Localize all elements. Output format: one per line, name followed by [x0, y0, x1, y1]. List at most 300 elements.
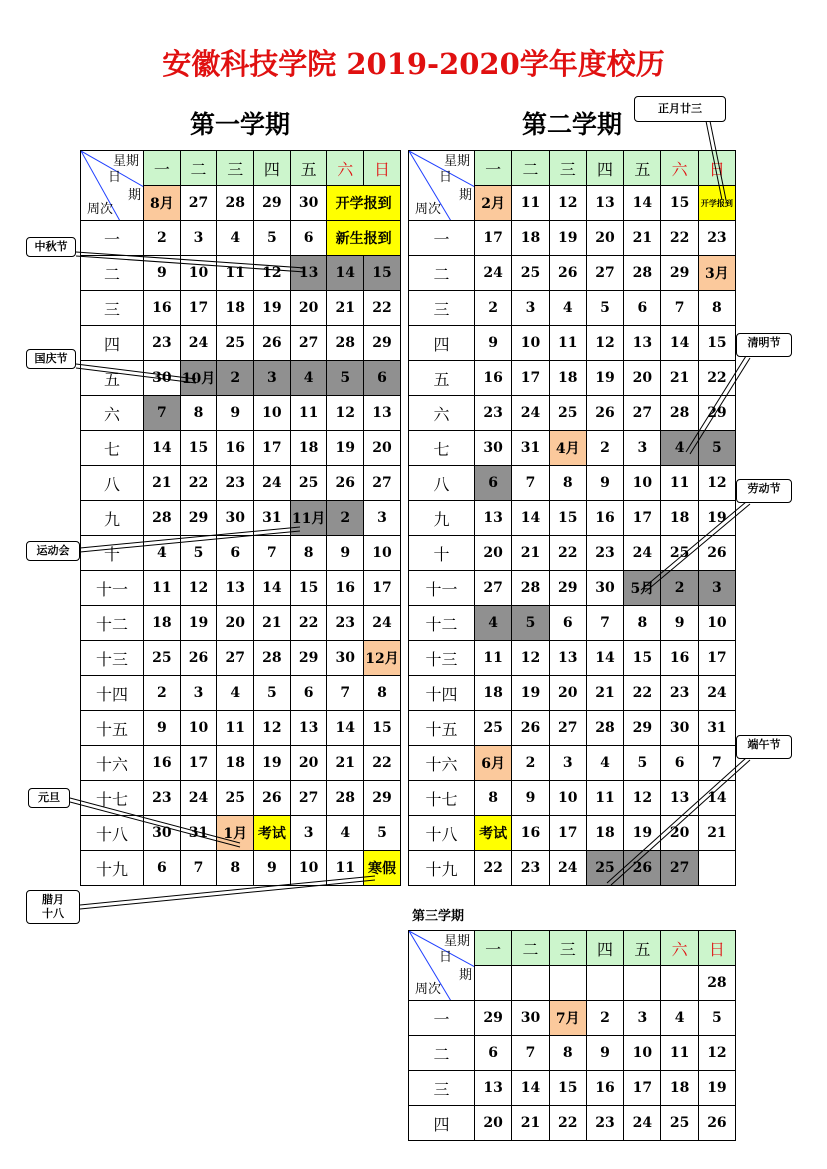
semester2-title: 第二学期 [522, 110, 623, 139]
week-number: 二 [409, 256, 475, 291]
calendar-day-cell: 23 [217, 466, 254, 501]
calendar-day-cell: 25 [661, 536, 698, 571]
calendar-day-cell: 24 [180, 326, 217, 361]
calendar-day-cell: 7 [512, 466, 549, 501]
calendar-day-cell: 22 [698, 361, 735, 396]
calendar-day-cell [661, 966, 698, 1001]
weekday-header: 六 [661, 931, 698, 966]
corner-label-right: 期 [458, 968, 472, 983]
calendar-week-row [409, 781, 736, 816]
calendar-day-cell: 17 [475, 221, 512, 256]
calendar-day-cell: 28 [254, 641, 291, 676]
calendar-day-cell: 27 [586, 256, 623, 291]
week-number: 五 [409, 361, 475, 396]
calendar-day-cell: 26 [327, 466, 364, 501]
calendar-day-cell: 30 [290, 186, 327, 221]
calendar-week-row [81, 781, 401, 816]
week-number: 十七 [81, 781, 144, 816]
calendar-day-cell: 10 [364, 536, 401, 571]
calendar-day-cell: 23 [586, 536, 623, 571]
callout-labor-day: 劳动节 [736, 479, 792, 503]
calendar-day-cell: 9 [327, 536, 364, 571]
calendar-day-cell: 3 [290, 816, 327, 851]
calendar-day-cell: 18 [290, 431, 327, 466]
calendar-day-cell: 14 [512, 501, 549, 536]
calendar-day-cell: 22 [180, 466, 217, 501]
calendar-day-cell: 3 [624, 1001, 661, 1036]
calendar-day-cell: 16 [475, 361, 512, 396]
calendar-day-cell: 6月 [475, 746, 512, 781]
week-number: 十二 [409, 606, 475, 641]
calendar-day-cell: 19 [586, 361, 623, 396]
week-number: 十三 [81, 641, 144, 676]
calendar-day-cell: 29 [661, 256, 698, 291]
calendar-day-cell: 20 [364, 431, 401, 466]
calendar-day-cell: 28 [327, 781, 364, 816]
calendar-day-cell: 6 [549, 606, 586, 641]
calendar-day-cell: 19 [327, 431, 364, 466]
calendar-day-cell: 23 [327, 606, 364, 641]
calendar-day-cell: 31 [180, 816, 217, 851]
calendar-day-cell: 18 [661, 501, 698, 536]
calendar-day-cell: 23 [512, 851, 549, 886]
calendar-day-cell: 16 [327, 571, 364, 606]
calendar-day-cell: 12月 [364, 641, 401, 676]
calendar-day-cell: 31 [698, 711, 735, 746]
calendar-day-cell: 9 [661, 606, 698, 641]
calendar-day-cell: 26 [549, 256, 586, 291]
calendar-day-cell: 17 [180, 746, 217, 781]
calendar-day-cell: 20 [549, 676, 586, 711]
weekday-header: 一 [475, 151, 512, 186]
calendar-week-row [81, 221, 401, 256]
calendar-day-cell: 8 [475, 781, 512, 816]
calendar-day-cell: 16 [144, 291, 181, 326]
calendar-day-cell: 11 [661, 466, 698, 501]
calendar-day-cell: 13 [290, 711, 327, 746]
calendar-day-cell: 26 [624, 851, 661, 886]
calendar-day-cell: 25 [549, 396, 586, 431]
calendar-day-cell: 21 [512, 536, 549, 571]
calendar-day-cell: 10月 [180, 361, 217, 396]
calendar-day-cell: 26 [254, 781, 291, 816]
calendar-day-cell: 14 [698, 781, 735, 816]
calendar-day-cell: 13 [475, 1071, 512, 1106]
calendar-day-cell: 2 [475, 291, 512, 326]
calendar-day-cell: 22 [624, 676, 661, 711]
calendar-week-row [409, 571, 736, 606]
calendar-day-cell: 6 [475, 1036, 512, 1071]
calendar-day-cell: 26 [180, 641, 217, 676]
weekday-header: 日 [364, 151, 401, 186]
calendar-day-cell: 5月 [624, 571, 661, 606]
week-number: 八 [409, 466, 475, 501]
calendar-week-row [409, 1036, 736, 1071]
calendar-week-row [81, 641, 401, 676]
week-number: 四 [81, 326, 144, 361]
calendar-day-cell: 7月 [549, 1001, 586, 1036]
calendar-day-cell: 8 [290, 536, 327, 571]
calendar-day-cell: 18 [144, 606, 181, 641]
corner-label-bottom: 周次 [415, 202, 442, 217]
calendar-day-cell: 3 [254, 361, 291, 396]
calendar-day-cell: 10 [290, 851, 327, 886]
calendar-day-cell: 24 [254, 466, 291, 501]
calendar-day-cell: 25 [290, 466, 327, 501]
calendar-day-cell: 考试 [254, 816, 291, 851]
calendar-day-cell: 17 [364, 571, 401, 606]
calendar-day-cell: 25 [144, 641, 181, 676]
calendar-day-cell: 11 [327, 851, 364, 886]
calendar-day-cell: 31 [512, 431, 549, 466]
calendar-day-cell: 5 [327, 361, 364, 396]
calendar-day-cell: 13 [475, 501, 512, 536]
week-number: 十九 [81, 851, 144, 886]
corner-label-top: 星期 [443, 934, 470, 949]
calendar-day-cell: 28 [624, 256, 661, 291]
calendar-day-cell: 17 [512, 361, 549, 396]
calendar-day-cell: 4月 [549, 431, 586, 466]
calendar-day-cell: 12 [327, 396, 364, 431]
calendar-day-cell: 13 [624, 326, 661, 361]
corner-label-mid: 日 [107, 170, 121, 185]
calendar-day-cell: 2 [512, 746, 549, 781]
calendar-day-cell: 15 [290, 571, 327, 606]
calendar-day-cell: 24 [364, 606, 401, 641]
calendar-week-row [409, 676, 736, 711]
calendar-day-cell: 10 [624, 466, 661, 501]
week-number: 七 [409, 431, 475, 466]
calendar-day-cell: 30 [144, 361, 181, 396]
weekday-header: 五 [624, 931, 661, 966]
week-number: 十八 [409, 816, 475, 851]
week-number: 三 [409, 291, 475, 326]
corner-label-mid: 日 [438, 950, 452, 965]
calendar-day-cell: 5 [698, 431, 735, 466]
calendar-day-cell: 13 [290, 256, 327, 291]
calendar-day-cell: 18 [586, 816, 623, 851]
calendar-day-cell: 30 [512, 1001, 549, 1036]
calendar-week-row [409, 221, 736, 256]
week-number: 三 [81, 291, 144, 326]
calendar-day-cell: 29 [254, 186, 291, 221]
calendar-day-cell: 6 [661, 746, 698, 781]
calendar-day-cell: 6 [475, 466, 512, 501]
calendar-day-cell: 6 [624, 291, 661, 326]
calendar-day-cell: 2 [586, 1001, 623, 1036]
calendar-week-row [409, 291, 736, 326]
calendar-day-cell: 13 [586, 186, 623, 221]
week-number: 十六 [81, 746, 144, 781]
calendar-day-cell: 11 [217, 711, 254, 746]
calendar-day-cell: 18 [475, 676, 512, 711]
calendar-week-row [81, 676, 401, 711]
calendar-day-cell: 19 [549, 221, 586, 256]
callout-sports-meet: 运动会 [26, 541, 80, 561]
calendar-day-cell: 25 [475, 711, 512, 746]
calendar-day-cell: 13 [549, 641, 586, 676]
calendar-day-cell: 7 [327, 676, 364, 711]
calendar-day-cell: 23 [144, 781, 181, 816]
calendar-day-cell: 14 [661, 326, 698, 361]
calendar-week-row [409, 256, 736, 291]
calendar-day-cell: 6 [144, 851, 181, 886]
weekday-header: 三 [549, 151, 586, 186]
calendar-week-row [409, 501, 736, 536]
calendar-day-cell: 13 [217, 571, 254, 606]
calendar-day-cell: 4 [144, 536, 181, 571]
calendar-week-row [409, 536, 736, 571]
calendar-day-cell: 18 [549, 361, 586, 396]
calendar-day-cell: 23 [144, 326, 181, 361]
calendar-day-cell: 4 [586, 746, 623, 781]
week-number: 九 [81, 501, 144, 536]
week-number: 十 [81, 536, 144, 571]
calendar-week-row [81, 851, 401, 886]
week-number: 十一 [409, 571, 475, 606]
calendar-day-cell: 15 [549, 501, 586, 536]
weekday-header: 四 [586, 931, 623, 966]
calendar-week-row [81, 396, 401, 431]
calendar-day-cell: 8 [217, 851, 254, 886]
calendar-day-cell: 2月 [475, 186, 512, 221]
calendar-day-cell: 20 [475, 1106, 512, 1141]
calendar-day-cell: 12 [512, 641, 549, 676]
weekday-header: 一 [144, 151, 181, 186]
calendar-day-cell: 5 [254, 221, 291, 256]
callout-qingming: 清明节 [736, 333, 792, 357]
weekday-header: 二 [512, 931, 549, 966]
calendar-day-cell: 29 [698, 396, 735, 431]
calendar-day-cell: 18 [217, 746, 254, 781]
calendar-day-cell: 14 [254, 571, 291, 606]
calendar-day-cell: 24 [549, 851, 586, 886]
calendar-day-cell: 16 [586, 501, 623, 536]
calendar-day-cell: 15 [180, 431, 217, 466]
calendar-day-cell: 9 [254, 851, 291, 886]
calendar-day-cell: 15 [698, 326, 735, 361]
week-number: 三 [409, 1071, 475, 1106]
calendar-day-cell: 16 [144, 746, 181, 781]
calendar-day-cell: 28 [698, 966, 735, 1001]
calendar-day-cell: 10 [698, 606, 735, 641]
calendar-day-cell: 4 [661, 1001, 698, 1036]
weekday-header: 二 [180, 151, 217, 186]
calendar-week-row [81, 501, 401, 536]
calendar-day-cell: 7 [698, 746, 735, 781]
calendar-day-cell: 2 [327, 501, 364, 536]
corner-label-mid: 日 [438, 170, 452, 185]
calendar-day-cell: 21 [586, 676, 623, 711]
calendar-day-cell: 9 [217, 396, 254, 431]
calendar-day-cell: 9 [586, 466, 623, 501]
semester2-calendar [408, 150, 736, 886]
calendar-day-cell: 2 [144, 221, 181, 256]
calendar-day-cell: 24 [180, 781, 217, 816]
calendar-day-cell: 4 [327, 816, 364, 851]
week-number: 十五 [81, 711, 144, 746]
calendar-day-cell: 25 [661, 1106, 698, 1141]
calendar-day-cell: 27 [180, 186, 217, 221]
calendar-day-cell: 4 [549, 291, 586, 326]
calendar-week-row [409, 746, 736, 781]
calendar-day-cell: 29 [180, 501, 217, 536]
calendar-day-cell: 16 [217, 431, 254, 466]
calendar-day-cell: 14 [327, 256, 364, 291]
calendar-day-cell: 27 [290, 781, 327, 816]
calendar-day-cell: 14 [586, 641, 623, 676]
week-number: 九 [409, 501, 475, 536]
calendar-day-cell: 21 [661, 361, 698, 396]
calendar-day-cell: 15 [624, 641, 661, 676]
week-number: 一 [409, 221, 475, 256]
corner-label-top: 星期 [443, 154, 470, 169]
calendar-day-cell: 27 [661, 851, 698, 886]
calendar-day-cell: 20 [586, 221, 623, 256]
week-number: 十六 [409, 746, 475, 781]
calendar-day-cell: 20 [217, 606, 254, 641]
calendar-day-cell: 8 [549, 466, 586, 501]
header-corner [409, 931, 475, 1001]
calendar-day-cell: 17 [698, 641, 735, 676]
page-title: 安徽科技学院 2019-2020学年度校历 [162, 47, 665, 81]
weekday-header: 一 [475, 931, 512, 966]
calendar-day-cell: 24 [624, 1106, 661, 1141]
calendar-day-cell: 6 [290, 676, 327, 711]
semester1-title: 第一学期 [190, 110, 291, 139]
calendar-day-cell: 23 [586, 1106, 623, 1141]
calendar-day-cell: 22 [364, 291, 401, 326]
calendar-day-cell: 27 [549, 711, 586, 746]
calendar-day-cell: 8 [364, 676, 401, 711]
calendar-day-cell: 15 [661, 186, 698, 221]
calendar-day-cell: 4 [475, 606, 512, 641]
calendar-week-row [81, 361, 401, 396]
week-number: 一 [81, 221, 144, 256]
calendar-day-cell: 20 [475, 536, 512, 571]
calendar-day-cell: 21 [512, 1106, 549, 1141]
calendar-day-cell: 2 [217, 361, 254, 396]
calendar-day-cell: 3 [364, 501, 401, 536]
calendar-day-cell: 22 [290, 606, 327, 641]
calendar-day-cell: 3 [549, 746, 586, 781]
calendar-day-cell: 22 [661, 221, 698, 256]
calendar-week-row [409, 431, 736, 466]
calendar-day-cell: 27 [290, 326, 327, 361]
calendar-day-cell: 14 [512, 1071, 549, 1106]
calendar-day-cell: 22 [549, 536, 586, 571]
calendar-day-cell: 9 [586, 1036, 623, 1071]
week-number: 七 [81, 431, 144, 466]
calendar-day-cell: 2 [586, 431, 623, 466]
calendar-day-cell: 5 [364, 816, 401, 851]
calendar-day-cell: 5 [624, 746, 661, 781]
calendar-day-cell: 8 [180, 396, 217, 431]
week-number: 二 [81, 256, 144, 291]
calendar-day-cell: 29 [364, 326, 401, 361]
week-number: 十四 [81, 676, 144, 711]
calendar-day-cell: 14 [144, 431, 181, 466]
week-number: 十四 [409, 676, 475, 711]
semester3-title: 第三学期 [412, 909, 465, 924]
calendar-day-cell: 26 [254, 326, 291, 361]
calendar-day-cell: 19 [624, 816, 661, 851]
calendar-day-cell: 7 [586, 606, 623, 641]
week-number: 十三 [409, 641, 475, 676]
calendar-day-cell: 26 [586, 396, 623, 431]
calendar-day-cell: 28 [512, 571, 549, 606]
calendar-day-cell: 16 [586, 1071, 623, 1106]
calendar-day-cell: 20 [290, 746, 327, 781]
calendar-day-cell: 17 [549, 816, 586, 851]
weekday-header: 日 [698, 931, 735, 966]
calendar-day-cell: 24 [475, 256, 512, 291]
calendar-day-cell: 21 [327, 291, 364, 326]
calendar-day-cell: 12 [549, 186, 586, 221]
week-number: 十 [409, 536, 475, 571]
calendar-day-cell: 5 [586, 291, 623, 326]
calendar-day-cell: 9 [512, 781, 549, 816]
calendar-day-cell: 14 [624, 186, 661, 221]
week-number: 一 [409, 1001, 475, 1036]
weekday-header: 四 [254, 151, 291, 186]
callout-mid-autumn: 中秋节 [26, 237, 76, 257]
calendar-day-cell: 开学报到 [698, 186, 735, 221]
calendar-day-cell: 11 [586, 781, 623, 816]
calendar-day-cell [624, 966, 661, 1001]
calendar-day-cell: 25 [217, 326, 254, 361]
week-number: 十一 [81, 571, 144, 606]
calendar-week-row [81, 606, 401, 641]
calendar-day-cell: 30 [327, 641, 364, 676]
calendar-day-cell: 9 [475, 326, 512, 361]
calendar-day-cell: 10 [549, 781, 586, 816]
calendar-day-cell: 17 [254, 431, 291, 466]
calendar-day-cell: 25 [512, 256, 549, 291]
calendar-day-cell: 19 [512, 676, 549, 711]
calendar-week-row [81, 326, 401, 361]
calendar-day-cell: 6 [364, 361, 401, 396]
calendar-week-row [409, 361, 736, 396]
calendar-day-cell: 27 [364, 466, 401, 501]
calendar-day-cell [549, 966, 586, 1001]
calendar-day-cell: 11 [549, 326, 586, 361]
header-corner [409, 151, 475, 221]
calendar-day-cell: 21 [327, 746, 364, 781]
calendar-day-cell: 17 [624, 1071, 661, 1106]
calendar-day-cell: 19 [698, 501, 735, 536]
week-number: 十九 [409, 851, 475, 886]
weekday-header: 三 [217, 151, 254, 186]
calendar-day-cell: 24 [624, 536, 661, 571]
calendar-day-cell: 30 [144, 816, 181, 851]
corner-label-bottom: 周次 [415, 982, 442, 997]
calendar-day-cell: 12 [698, 466, 735, 501]
calendar-day-cell: 28 [661, 396, 698, 431]
calendar-day-cell: 16 [661, 641, 698, 676]
weekday-header: 五 [290, 151, 327, 186]
calendar-day-cell: 11 [217, 256, 254, 291]
week-number: 十七 [409, 781, 475, 816]
calendar-day-cell: 27 [475, 571, 512, 606]
calendar-day-cell: 12 [254, 711, 291, 746]
calendar-day-cell: 31 [254, 501, 291, 536]
calendar-day-cell: 20 [290, 291, 327, 326]
calendar-day-cell: 3 [180, 676, 217, 711]
calendar-day-cell: 25 [217, 781, 254, 816]
calendar-day-cell: 10 [180, 256, 217, 291]
calendar-day-cell: 新生报到 [327, 221, 400, 256]
